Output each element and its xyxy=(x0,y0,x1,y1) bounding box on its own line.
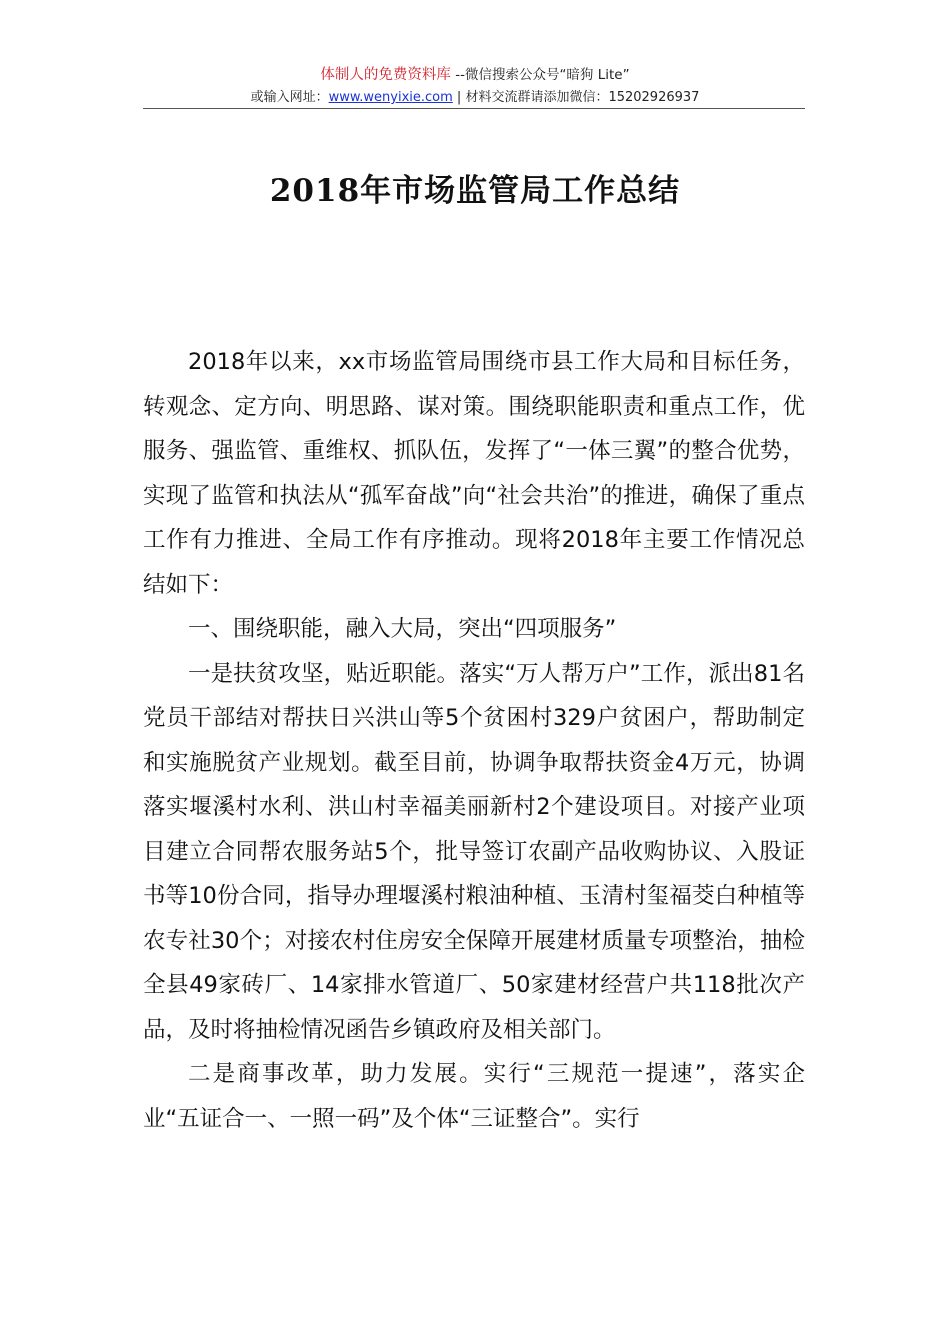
header-url-prefix: 或输入网址： xyxy=(250,90,329,105)
section-heading: 一、围绕职能，融入大局，突出“四项服务” xyxy=(188,616,617,642)
header-brand: 体制人的免费资料库 xyxy=(320,67,451,83)
document-title: 2018年市场监管局工作总结 xyxy=(269,173,681,209)
website-link[interactable]: www.wenyixie.com xyxy=(328,90,453,105)
header-contact-line xyxy=(0,89,950,106)
paragraph-intro: 2018年以来，xx市场监管局围绕市县工作大局和目标任务，转观念、定方向、明思路、谋对策。围绕职能职责和重点工作，优服务、强监管、重维权、抓队伍，发挥了“一体三翼”的整合优势，实现了监管和执法从“孤军奋战”向“社会共治”的推进，确保了重点工作有力推进、全局工作有序推动。现将2018年主要工作情况总结如下： xyxy=(143,349,805,598)
paragraph-business-reform: 二是商事改革，助力发展。实行“三规范一提速”，落实企业“五证合一、一照一码”及个体“三证整合”。实行 xyxy=(143,1061,805,1132)
header-divider xyxy=(143,108,805,109)
paragraph-poverty-alleviation: 一是扶贫攻坚，贴近职能。落实“万人帮万户”工作，派出81名党员干部结对帮扶日兴洪山等5个贫困村329户贫困户，帮助制定和实施脱贫产业规划。截至目前，协调争取帮扶资金4万元，协调落实堰溪村水利、洪山村幸福美丽新村2个建设项目。对接产业项目建立合同帮农服务站5个，批导签订农副产品收购协议、入股证书等10份合同，指导办理堰溪村粮油种植、玉清村玺福茭白种植等农专社30个；对接农村住房安全保障开展建材质量专项整治，抽检全县49家砖厂、14家排水管道厂、50家建材经营户共118批次产品，及时将抽检情况函告乡镇政府及相关部门。 xyxy=(143,660,805,1043)
document-body xyxy=(143,340,805,1141)
header-note: --微信搜索公众号“暗狗 Lite” xyxy=(450,67,630,83)
header-source-line xyxy=(0,66,950,84)
header-contact: | 材料交流群请添加微信：15202926937 xyxy=(452,90,700,105)
